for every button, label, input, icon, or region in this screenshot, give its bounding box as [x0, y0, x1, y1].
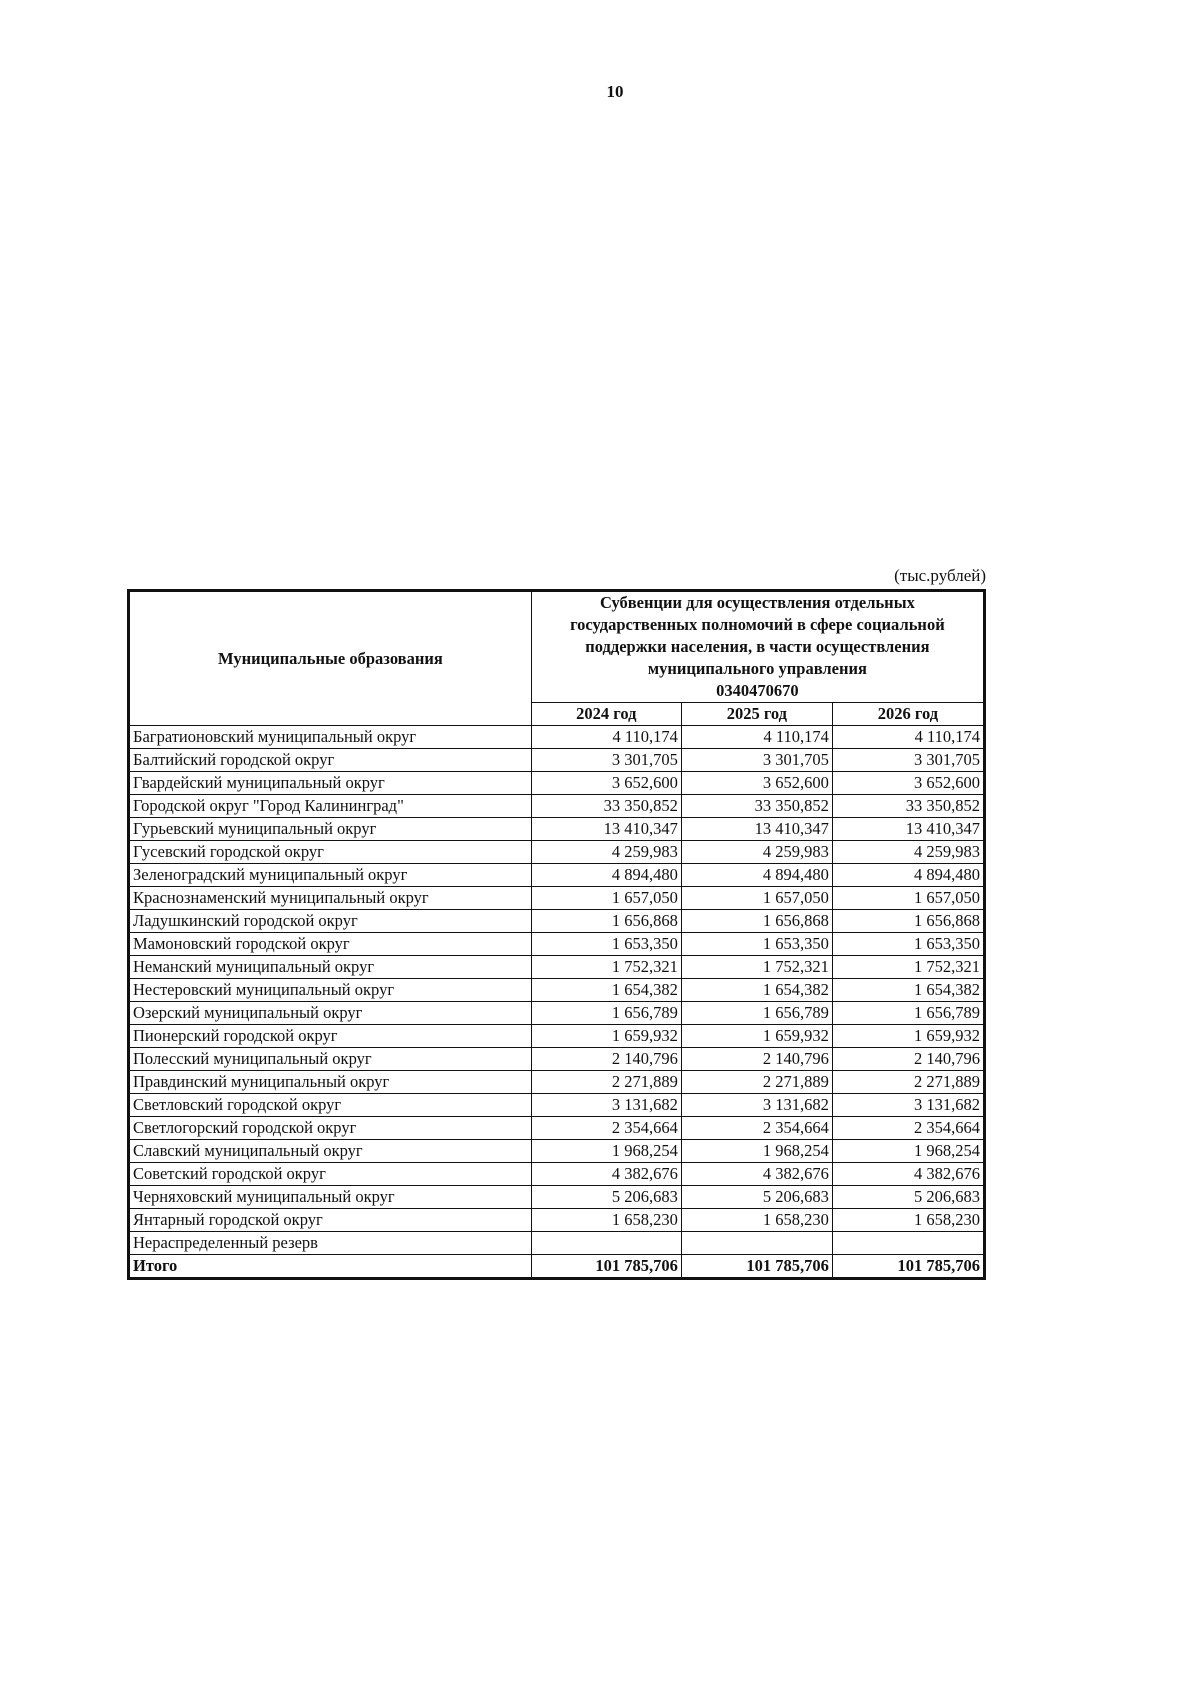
value-2024: 5 206,683 — [531, 1186, 681, 1209]
header-subvention-line: государственных полномочий в сфере социальной — [570, 615, 945, 634]
municipality-name: Нераспределенный резерв — [129, 1232, 532, 1255]
value-2025: 4 382,676 — [681, 1163, 832, 1186]
value-2026: 1 752,321 — [832, 956, 984, 979]
value-2024 — [531, 1232, 681, 1255]
municipality-name: Гвардейский муниципальный округ — [129, 772, 532, 795]
value-2026: 4 110,174 — [832, 726, 984, 749]
total-label: Итого — [129, 1255, 532, 1279]
table-body — [129, 726, 985, 1279]
total-2024: 101 785,706 — [531, 1255, 681, 1279]
municipality-name: Мамоновский городской округ — [129, 933, 532, 956]
table-row — [129, 1140, 985, 1163]
table-row — [129, 1186, 985, 1209]
total-row — [129, 1255, 985, 1279]
table-row — [129, 818, 985, 841]
table-row — [129, 749, 985, 772]
header-subvention-code: 0340470670 — [716, 681, 799, 700]
value-2026 — [832, 1232, 984, 1255]
table-row — [129, 1094, 985, 1117]
value-2025: 3 301,705 — [681, 749, 832, 772]
value-2024: 3 301,705 — [531, 749, 681, 772]
municipality-name: Правдинский муниципальный округ — [129, 1071, 532, 1094]
municipality-name: Славский муниципальный округ — [129, 1140, 532, 1163]
value-2024: 4 259,983 — [531, 841, 681, 864]
value-2026: 1 653,350 — [832, 933, 984, 956]
municipality-name: Озерский муниципальный округ — [129, 1002, 532, 1025]
header-subvention — [531, 591, 984, 703]
value-2026: 5 206,683 — [832, 1186, 984, 1209]
municipality-name: Городской округ "Город Калининград" — [129, 795, 532, 818]
value-2025: 1 752,321 — [681, 956, 832, 979]
value-2024: 1 752,321 — [531, 956, 681, 979]
value-2026: 1 656,868 — [832, 910, 984, 933]
value-2026: 3 652,600 — [832, 772, 984, 795]
municipality-name: Черняховский муниципальный округ — [129, 1186, 532, 1209]
value-2024: 13 410,347 — [531, 818, 681, 841]
municipality-name: Ладушкинский городской округ — [129, 910, 532, 933]
table-row — [129, 864, 985, 887]
page-number: 10 — [606, 82, 624, 101]
table-row — [129, 841, 985, 864]
value-2026: 1 654,382 — [832, 979, 984, 1002]
total-2026: 101 785,706 — [832, 1255, 984, 1279]
value-2024: 2 354,664 — [531, 1117, 681, 1140]
header-year-2026: 2026 год — [832, 703, 984, 726]
value-2025: 2 271,889 — [681, 1071, 832, 1094]
value-2024: 3 652,600 — [531, 772, 681, 795]
table-row — [129, 1025, 985, 1048]
municipality-name: Багратионовский муниципальный округ — [129, 726, 532, 749]
value-2024: 2 271,889 — [531, 1071, 681, 1094]
value-2024: 1 658,230 — [531, 1209, 681, 1232]
header-subvention-line: Субвенции для осуществления отдельных — [599, 593, 915, 612]
table-row — [129, 1117, 985, 1140]
municipality-name: Зеленоградский муниципальный округ — [129, 864, 532, 887]
value-2024: 1 659,932 — [531, 1025, 681, 1048]
value-2026: 3 131,682 — [832, 1094, 984, 1117]
value-2025: 4 894,480 — [681, 864, 832, 887]
table-row — [129, 910, 985, 933]
value-2024: 1 657,050 — [531, 887, 681, 910]
value-2026: 2 140,796 — [832, 1048, 984, 1071]
value-2025: 1 968,254 — [681, 1140, 832, 1163]
value-2025: 3 131,682 — [681, 1094, 832, 1117]
value-2024: 33 350,852 — [531, 795, 681, 818]
municipality-name: Неманский муниципальный округ — [129, 956, 532, 979]
municipality-name: Нестеровский муниципальный округ — [129, 979, 532, 1002]
value-2026: 1 658,230 — [832, 1209, 984, 1232]
value-2025: 1 658,230 — [681, 1209, 832, 1232]
header-municipality: Муниципальные образования — [129, 591, 532, 726]
municipality-name: Светлогорский городской округ — [129, 1117, 532, 1140]
value-2024: 3 131,682 — [531, 1094, 681, 1117]
table-row — [129, 979, 985, 1002]
value-2024: 4 894,480 — [531, 864, 681, 887]
table-row — [129, 726, 985, 749]
value-2025: 3 652,600 — [681, 772, 832, 795]
value-2024: 1 968,254 — [531, 1140, 681, 1163]
value-2025: 1 657,050 — [681, 887, 832, 910]
value-2025: 4 110,174 — [681, 726, 832, 749]
value-2025: 1 656,868 — [681, 910, 832, 933]
value-2026: 2 271,889 — [832, 1071, 984, 1094]
table-row — [129, 887, 985, 910]
value-2025: 1 656,789 — [681, 1002, 832, 1025]
value-2026: 1 968,254 — [832, 1140, 984, 1163]
table-row — [129, 772, 985, 795]
table-row — [129, 1209, 985, 1232]
value-2025: 2 354,664 — [681, 1117, 832, 1140]
value-2025: 33 350,852 — [681, 795, 832, 818]
value-2026: 2 354,664 — [832, 1117, 984, 1140]
value-2025: 2 140,796 — [681, 1048, 832, 1071]
value-2026: 1 659,932 — [832, 1025, 984, 1048]
value-2024: 1 654,382 — [531, 979, 681, 1002]
header-subvention-line: муниципального управления — [647, 659, 867, 678]
total-2025: 101 785,706 — [681, 1255, 832, 1279]
value-2025: 1 654,382 — [681, 979, 832, 1002]
value-2025: 5 206,683 — [681, 1186, 832, 1209]
value-2025: 13 410,347 — [681, 818, 832, 841]
value-2025 — [681, 1232, 832, 1255]
municipality-name: Светловский городской округ — [129, 1094, 532, 1117]
value-2024: 4 110,174 — [531, 726, 681, 749]
value-2024: 1 656,868 — [531, 910, 681, 933]
municipality-name: Янтарный городской округ — [129, 1209, 532, 1232]
table-row — [129, 1071, 985, 1094]
header-year-2025: 2025 год — [681, 703, 832, 726]
municipality-name: Гусевский городской округ — [129, 841, 532, 864]
value-2026: 4 382,676 — [832, 1163, 984, 1186]
value-2026: 33 350,852 — [832, 795, 984, 818]
value-2026: 4 894,480 — [832, 864, 984, 887]
municipality-name: Пионерский городской округ — [129, 1025, 532, 1048]
table-row — [129, 1002, 985, 1025]
table-row — [129, 795, 985, 818]
header-subvention-line: поддержки населения, в части осуществления — [585, 637, 930, 656]
value-2025: 4 259,983 — [681, 841, 832, 864]
table-row — [129, 1048, 985, 1071]
table-row — [129, 1163, 985, 1186]
value-2026: 1 656,789 — [832, 1002, 984, 1025]
value-2024: 1 656,789 — [531, 1002, 681, 1025]
table-row — [129, 1232, 985, 1255]
municipality-name: Краснознаменский муниципальный округ — [129, 887, 532, 910]
table-row — [129, 933, 985, 956]
units-label: (тыс.рублей) — [894, 566, 986, 585]
municipality-name: Балтийский городской округ — [129, 749, 532, 772]
value-2026: 13 410,347 — [832, 818, 984, 841]
table-row — [129, 956, 985, 979]
municipality-name: Гурьевский муниципальный округ — [129, 818, 532, 841]
subvention-table — [127, 589, 986, 1280]
value-2024: 2 140,796 — [531, 1048, 681, 1071]
value-2025: 1 659,932 — [681, 1025, 832, 1048]
value-2026: 3 301,705 — [832, 749, 984, 772]
value-2024: 1 653,350 — [531, 933, 681, 956]
municipality-name: Полесский муниципальный округ — [129, 1048, 532, 1071]
value-2025: 1 653,350 — [681, 933, 832, 956]
value-2026: 1 657,050 — [832, 887, 984, 910]
value-2024: 4 382,676 — [531, 1163, 681, 1186]
value-2026: 4 259,983 — [832, 841, 984, 864]
municipality-name: Советский городской округ — [129, 1163, 532, 1186]
header-year-2024: 2024 год — [531, 703, 681, 726]
